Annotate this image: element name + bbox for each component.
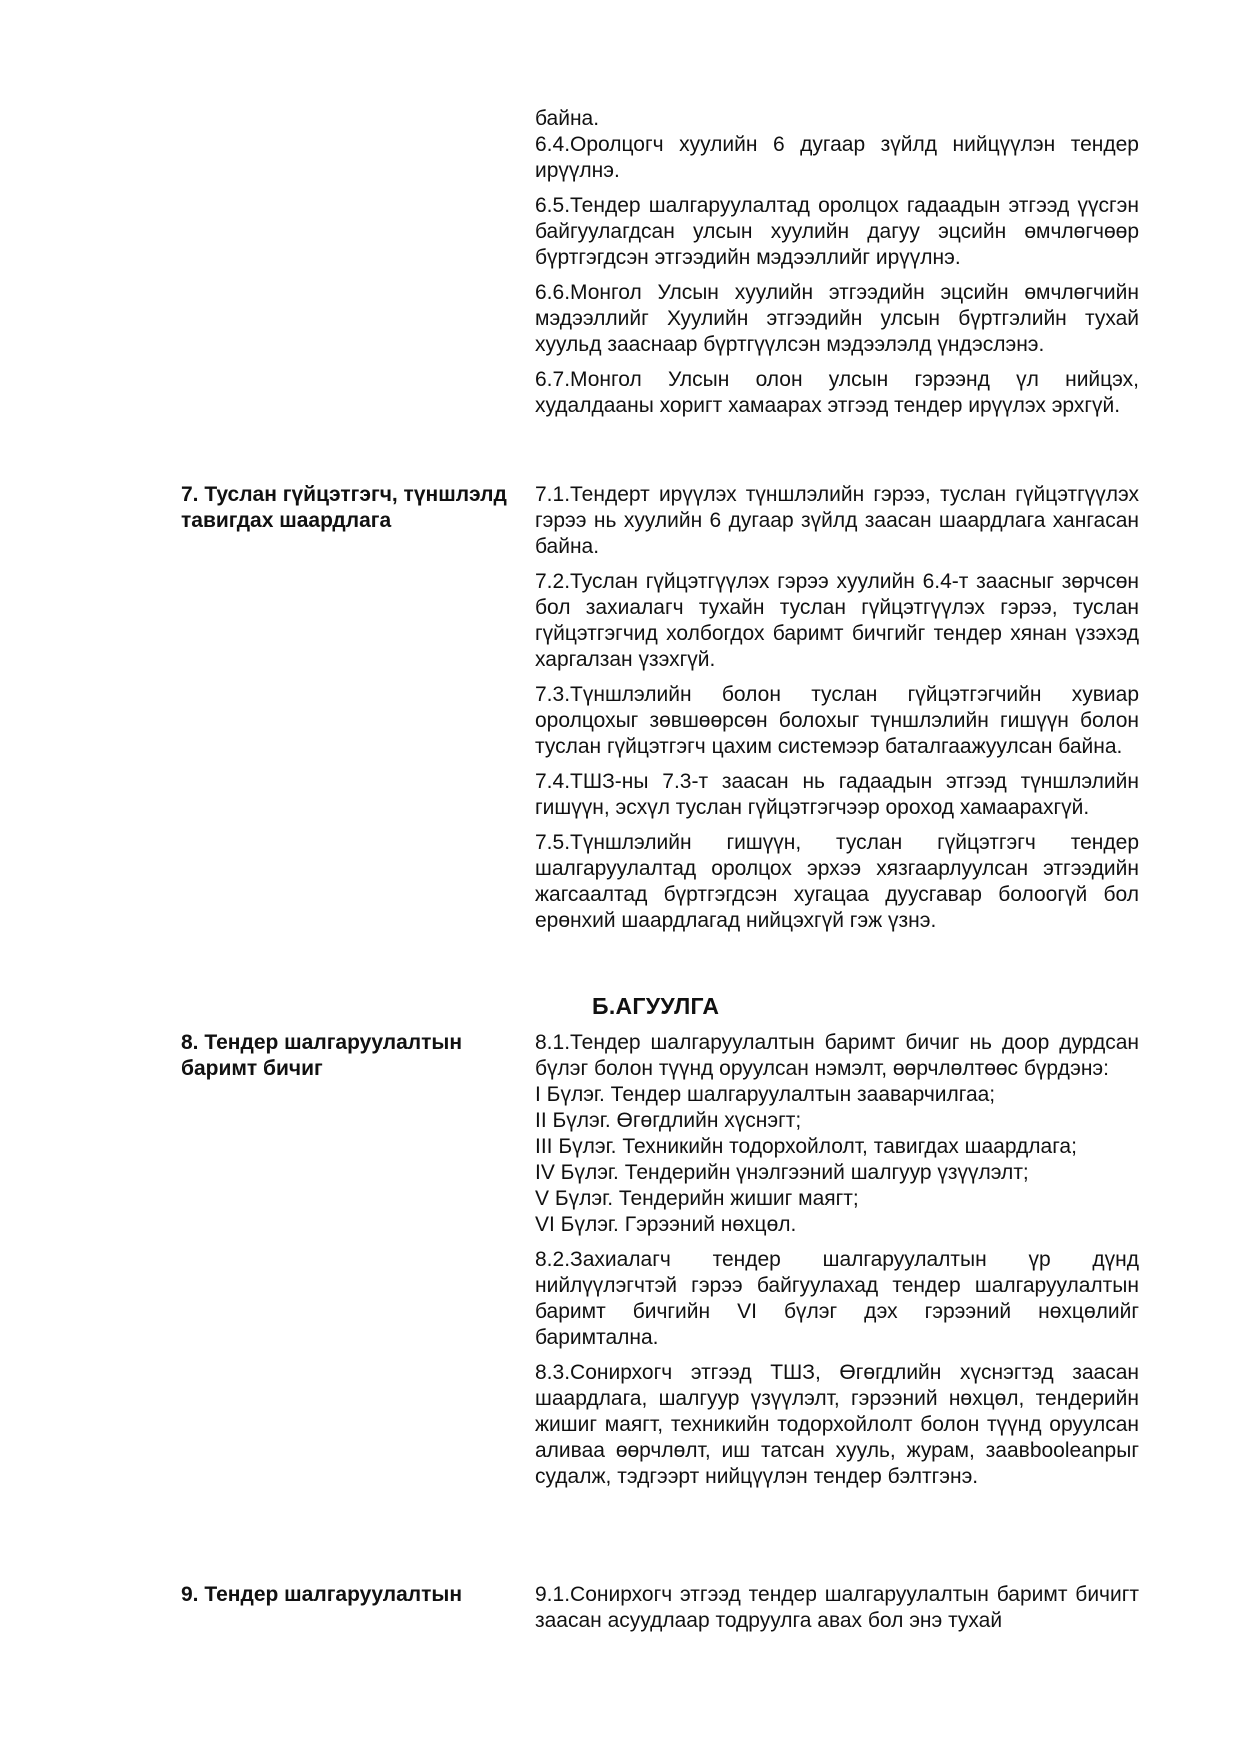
paragraph-6-6: 6.6.Монгол Улсын хуулийн этгээдийн эцсийн өмчлөгчийн мэдээллийг Хуулийн этгээдийн улсын бүртгэлийн тухай хуульд зааснаар бүртгүүлсэн мэдээлэлд үндэслэнэ. <box>535 281 1139 356</box>
paragraph-6-5: 6.5.Тендер шалгаруулалтад оролцох гадаадын этгээд үүсгэн байгуулагдсан улсын хуулийн дагуу эцсийн өмчлөгчөөр бүртгэгдсэн этгээдийн мэдээллийг ирүүлнэ. <box>535 194 1139 269</box>
paragraph-8-1: 8.1.Тендер шалгаруулалтын баримт бичиг нь доор дурдсан бүлэг болон түүнд оруулсан нэмэлт, өөрчлөлтөөс бүрдэнэ: <box>535 1031 1139 1080</box>
chapter-list <box>535 1082 1139 1238</box>
section-8-body <box>535 1030 1139 1499</box>
paragraph-7-4: 7.4.ТШЗ-ны 7.3-т заасан нь гадаадын этгээд түншлэлийн гишүүн, эсхүл туслан гүйцэтгэгчээр ороход хамаарахгүй. <box>535 770 1139 819</box>
chapter-item: V Бүлэг. Тендерийн жишиг маягт; <box>535 1187 859 1210</box>
paragraph-8-2: 8.2.Захиалагч тендер шалгаруулалтын үр дүнд нийлүүлэгчтэй гэрээ байгуулахад тендер шалгаруулалтын баримт бичгийн VI бүлэг дэх гэрээний нөхцөлийг баримтална. <box>535 1248 1139 1349</box>
paragraph-7-2: 7.2.Туслан гүйцэтгүүлэх гэрээ хуулийн 6.4-т заасныг зөрчсөн бол захиалагч тухайн туслан гүйцэтгүүлэх гэрээ, туслан гүйцэтгэгчид холбогдох баримт бичгийг тендер хянан үзэхэд харгалзан үзэхгүй. <box>535 570 1139 671</box>
paragraph-9-1: 9.1.Сонирхогч этгээд тендер шалгаруулалтын баримт бичигт заасан асуудлаар тодруулга авах бол энэ тухай <box>535 1583 1139 1632</box>
chapter-item: VI Бүлэг. Гэрээний нөхцөл. <box>535 1213 797 1236</box>
chapter-item: III Бүлэг. Техникийн тодорхойлолт, тавигдах шаардлага; <box>535 1135 1077 1158</box>
paragraph-7-1: 7.1.Тендерт ирүүлэх түншлэлийн гэрээ, туслан гүйцэтгүүлэх гэрээ нь хуулийн 6 дугаар зүйлд заасан шаардлага хангасан байна. <box>535 483 1139 558</box>
paragraph-7-5: 7.5.Түншлэлийн гишүүн, туслан гүйцэтгэгч тендер шалгаруулалтад оролцох эрхээ хязгаарлуулсан этгээдийн жагсаалтад бүртгэгдсэн хугацаа дуусгавар болоогүй бол ерөнхий шаардлагад нийцэхгүй гэж үзнэ. <box>535 831 1139 932</box>
paragraph-7-3: 7.3.Түншлэлийн болон туслан гүйцэтгэгчийн хувиар оролцохыг зөвшөөрсөн болохыг түншлэлийн гишүүн болон туслан гүйцэтгэгч цахим системээр баталгаажуулсан байна. <box>535 683 1139 758</box>
chapter-item: IV Бүлэг. Тендерийн үнэлгээний шалгуур үзүүлэлт; <box>535 1161 1029 1184</box>
chapter-item: II Бүлэг. Өгөгдлийн хүснэгт; <box>535 1109 802 1132</box>
paragraph-continuation: байна. <box>535 107 600 130</box>
section-9-heading: 9. Тендер шалгаруулалтын <box>181 1583 463 1606</box>
section-7-heading: 7. Туслан гүйцэтгэгч, түншлэлд тавигдах шаардлага <box>181 483 507 532</box>
paragraph-6-7: 6.7.Монгол Улсын олон улсын гэрээнд үл нийцэх, худалдааны хоригт хамаарах этгээд тендер ирүүлэх эрхгүй. <box>535 368 1139 417</box>
part-title: Б.АГУУЛГА <box>592 993 720 1019</box>
section-9-body <box>535 1582 1139 1643</box>
section-7-body <box>535 482 1139 943</box>
section-6-continuation <box>535 106 1139 428</box>
paragraph-6-4: 6.4.Оролцогч хуулийн 6 дугаар зүйлд нийцүүлэн тендер ирүүлнэ. <box>535 133 1139 182</box>
section-8-heading: 8. Тендер шалгаруулалтын баримт бичиг <box>181 1031 463 1080</box>
chapter-item: I Бүлэг. Тендер шалгаруулалтын зааварчилгаа; <box>535 1083 996 1106</box>
paragraph-8-3: 8.3.Сонирхогч этгээд ТШЗ, Өгөгдлийн хүснэгтэд заасан шаардлага, шалгуур үзүүлэлт, гэрээний нөхцөл, тендерийн жишиг маягт, техникийн тодорхойлолт болон түүнд оруулсан аливаа өөрчлөлт, иш татсан хууль, журам, заавbooleanрыг судалж, тэдгээрт нийцүүлэн тендер бэлтгэнэ. <box>535 1361 1139 1488</box>
